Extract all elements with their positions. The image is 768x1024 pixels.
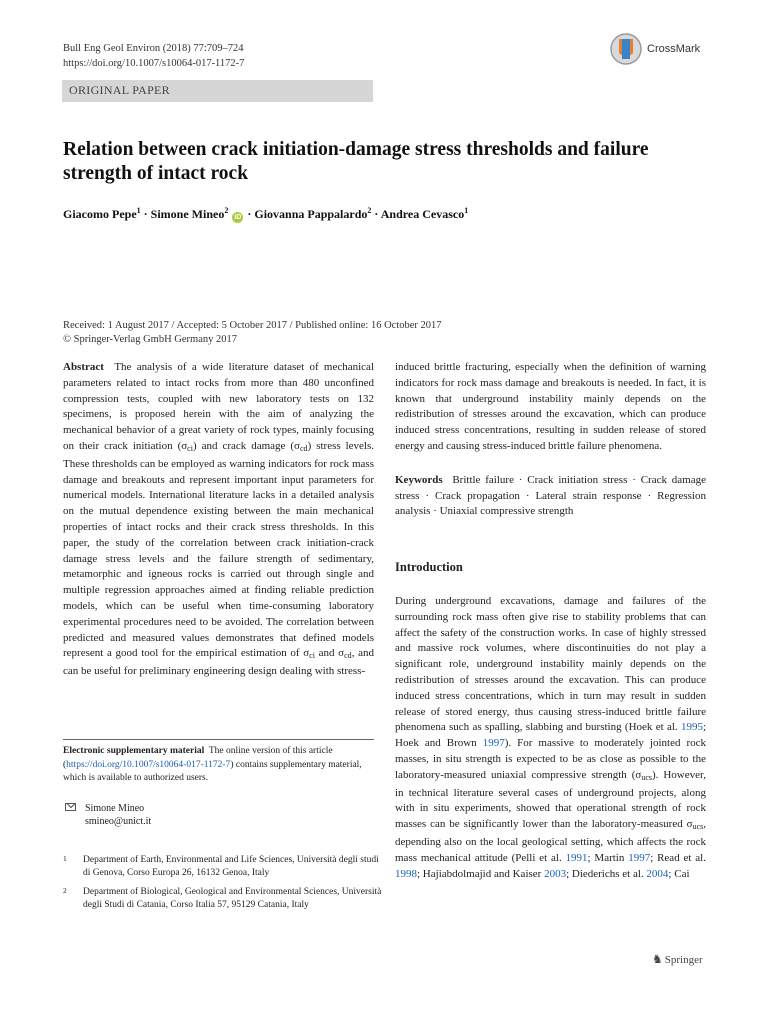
author-list (63, 206, 468, 223)
footnote-divider (63, 739, 374, 740)
abstract-label: Abstract (63, 361, 104, 373)
keywords-label: Keywords (395, 473, 443, 486)
author-affil-num: 1 (136, 206, 141, 215)
orcid-icon[interactable]: iD (234, 214, 242, 221)
publisher-name: Springer (664, 954, 703, 966)
author-separator: · (143, 207, 148, 221)
section-heading-introduction: Introduction (395, 560, 463, 575)
author-separator: · (247, 207, 252, 221)
doi-line[interactable]: https://doi.org/10.1007/s10064-017-1172-7 (63, 58, 245, 69)
citation-link[interactable]: 1991 (565, 851, 588, 864)
body-text: ; Read et al. (650, 851, 706, 864)
keywords-text: Brittle failure · Crack initiation stress · Crack damage stress · Crack propagation · Lateral strain response · Regression analysis · Uniaxial compressive strength (395, 473, 706, 518)
article-title: Relation between crack initiation-damage stress thresholds and failure strength of intact rock (63, 139, 649, 184)
esm-link[interactable]: https://doi.org/10.1007/s10064-017-1172-7 (66, 759, 231, 770)
author-separator: · (374, 207, 379, 221)
article-dates (63, 319, 442, 347)
body-text: ). However, in technical literature several cases of underground projects, along with in situ experiments, showed that operational strength of rock masses can be significantly lower than the laboratory-measured σ (395, 768, 706, 831)
abstract-text: ) stress levels. These thresholds can be employed as warning indicators for rock mass damage and breakouts and represent important input parameters for numerical models. International literature lacks in a detailed analysis on the mutual dependence existing between the main mechanical properties of intact rocks and their crack stress thresholds. In this paper, the study of the correlation between crack initiation-crack damage stress levels and the failure strength of sedimentary, metamorphic and igneous rocks is carried out through single and multiple regression approaches aimed at finding reliable prediction models, which can be useful when time-consuming laboratory experimental procedures need to be avoided. The correlation between predicted and measured values demonstrates that defined models represent a good tool for the empirical estimation of σ (63, 439, 375, 660)
introduction-paragraph (395, 594, 706, 882)
citation-link[interactable]: 1997 (482, 737, 505, 750)
body-text: During underground excavations, damage and failures of the surrounding rock mass often give rise to stability problems that can affect the safety of the construction works. In case of highly stressed and massive rock volumes, where discontinuities do not play a significant role, underground instability mainly depends on the redistribution of stresses around the excavation. This can produce induced stress concentrations, which in turn may result in sudden release of stored energy, thus causing stress-induced brittle failure phenomena such as spalling, slabbing and bursting (Hoek et al. (395, 594, 706, 734)
esm-label: Electronic supplementary material (63, 746, 205, 756)
right-column (395, 360, 706, 882)
body-text: ; Martin (587, 851, 629, 864)
subscript: ci (309, 651, 315, 661)
citation-link[interactable]: 2004 (646, 867, 669, 880)
esm-text: The online version of this article ( (63, 746, 333, 770)
subscript: cd (344, 651, 352, 661)
affiliation-text: Department of Earth, Environmental and Life Sciences, Università degli studi di Genova, Corso Europa 26, 16132 Genoa, Italy (83, 855, 379, 878)
citation-link[interactable]: 1998 (395, 867, 417, 880)
citation-link[interactable]: 1997 (628, 851, 651, 864)
crossmark-icon (609, 32, 643, 66)
abstract-text: and σ (314, 647, 345, 660)
affiliation-num: 1 (63, 854, 67, 863)
envelope-icon (65, 803, 76, 811)
abstract-text: , and can be useful for preliminary engineering design dealing with stress- (63, 647, 375, 678)
journal-citation (63, 41, 244, 71)
subscript: cd (300, 443, 308, 453)
author-affil-num: 1 (464, 206, 469, 215)
author-name[interactable]: Giacomo Pepe (63, 207, 137, 221)
affiliation (63, 886, 383, 936)
copyright-line: © Springer-Verlag GmbH Germany 2017 (63, 334, 237, 345)
esm-text: ) contains supplementary material, which is available to authorized users. (63, 759, 362, 783)
supplementary-note (63, 745, 374, 786)
crossmark-badge[interactable] (609, 32, 719, 66)
author-affil-num: 2 (224, 206, 229, 215)
abstract-text: ) and crack damage (σ (192, 439, 300, 452)
author-name[interactable]: Simone Mineo (150, 207, 225, 221)
corresponding-author (63, 802, 151, 828)
abstract-text: The analysis of a wide literature dataset of mechanical parameters related to intact rocks from more than 480 unconfined compression tests, coupled with new laboratory tests on 132 specimens, is proposed herein with the aim of analyzing the mechanical behavior of a great variety of rock types, mainly focusing on their crack initiation (σ (63, 361, 374, 452)
subscript: ucs (641, 772, 652, 782)
journal-line: Bull Eng Geol Environ (2018) 77:709–724 (63, 43, 244, 54)
abstract-text: induced brittle fracturing, especially when the definition of warning indicators for rock mass damage and breakouts is needed. In fact, it is known that underground instability mainly depends on the redistribution of stresses around the excavation, which can produce induced stress concentrations, resulting in sudden release of stored energy and causing stress-induced brittle failure phenomena. (395, 361, 706, 452)
body-text: , depending also on the local geological setting, which affects the rock mass mechanical attitude (Pelli et al. (395, 818, 706, 864)
abstract-continuation (395, 360, 706, 455)
affiliation-num: 2 (63, 886, 67, 895)
body-text: ; Cai (668, 867, 690, 880)
contact-email[interactable]: smineo@unict.it (85, 816, 152, 827)
citation-link[interactable]: 2003 (544, 867, 567, 880)
abstract (63, 360, 374, 680)
author-affil-num: 2 (367, 206, 372, 215)
contact-name: Simone Mineo (85, 803, 145, 814)
affiliation-text: Department of Biological, Geological and Environmental Sciences, Università degli Studi di Catania, Corso Italia 57, 95129 Catania, Italy (83, 887, 382, 910)
citation-link[interactable]: 1995 (680, 721, 703, 734)
publisher-logo (652, 952, 703, 967)
author-name[interactable]: Giovanna Pappalardo (254, 207, 368, 221)
body-text: ; Hajiabdolmajid and Kaiser (417, 867, 545, 880)
subscript: ucs (692, 822, 704, 832)
body-text: ; Hoek and Brown (395, 721, 706, 750)
crossmark-label: CrossMark (647, 43, 701, 55)
article-type-label: ORIGINAL PAPER (69, 83, 170, 97)
author-name[interactable]: Andrea Cevasco (380, 207, 465, 221)
body-text: ; Diederichs et al. (566, 867, 647, 880)
springer-horse-icon: ♞ (652, 952, 663, 966)
keywords (395, 473, 706, 520)
article-type-banner (62, 80, 373, 102)
body-text: ). For massive to moderately jointed rock masses, in situ strength is expected to be as close as possible to the laboratory-measured uniaxial compressive strength (σ (395, 737, 707, 781)
publication-history: Received: 1 August 2017 / Accepted: 5 October 2017 / Published online: 16 October 2017 (63, 320, 442, 331)
abstract-column (63, 360, 374, 680)
subscript: ci (187, 443, 193, 453)
